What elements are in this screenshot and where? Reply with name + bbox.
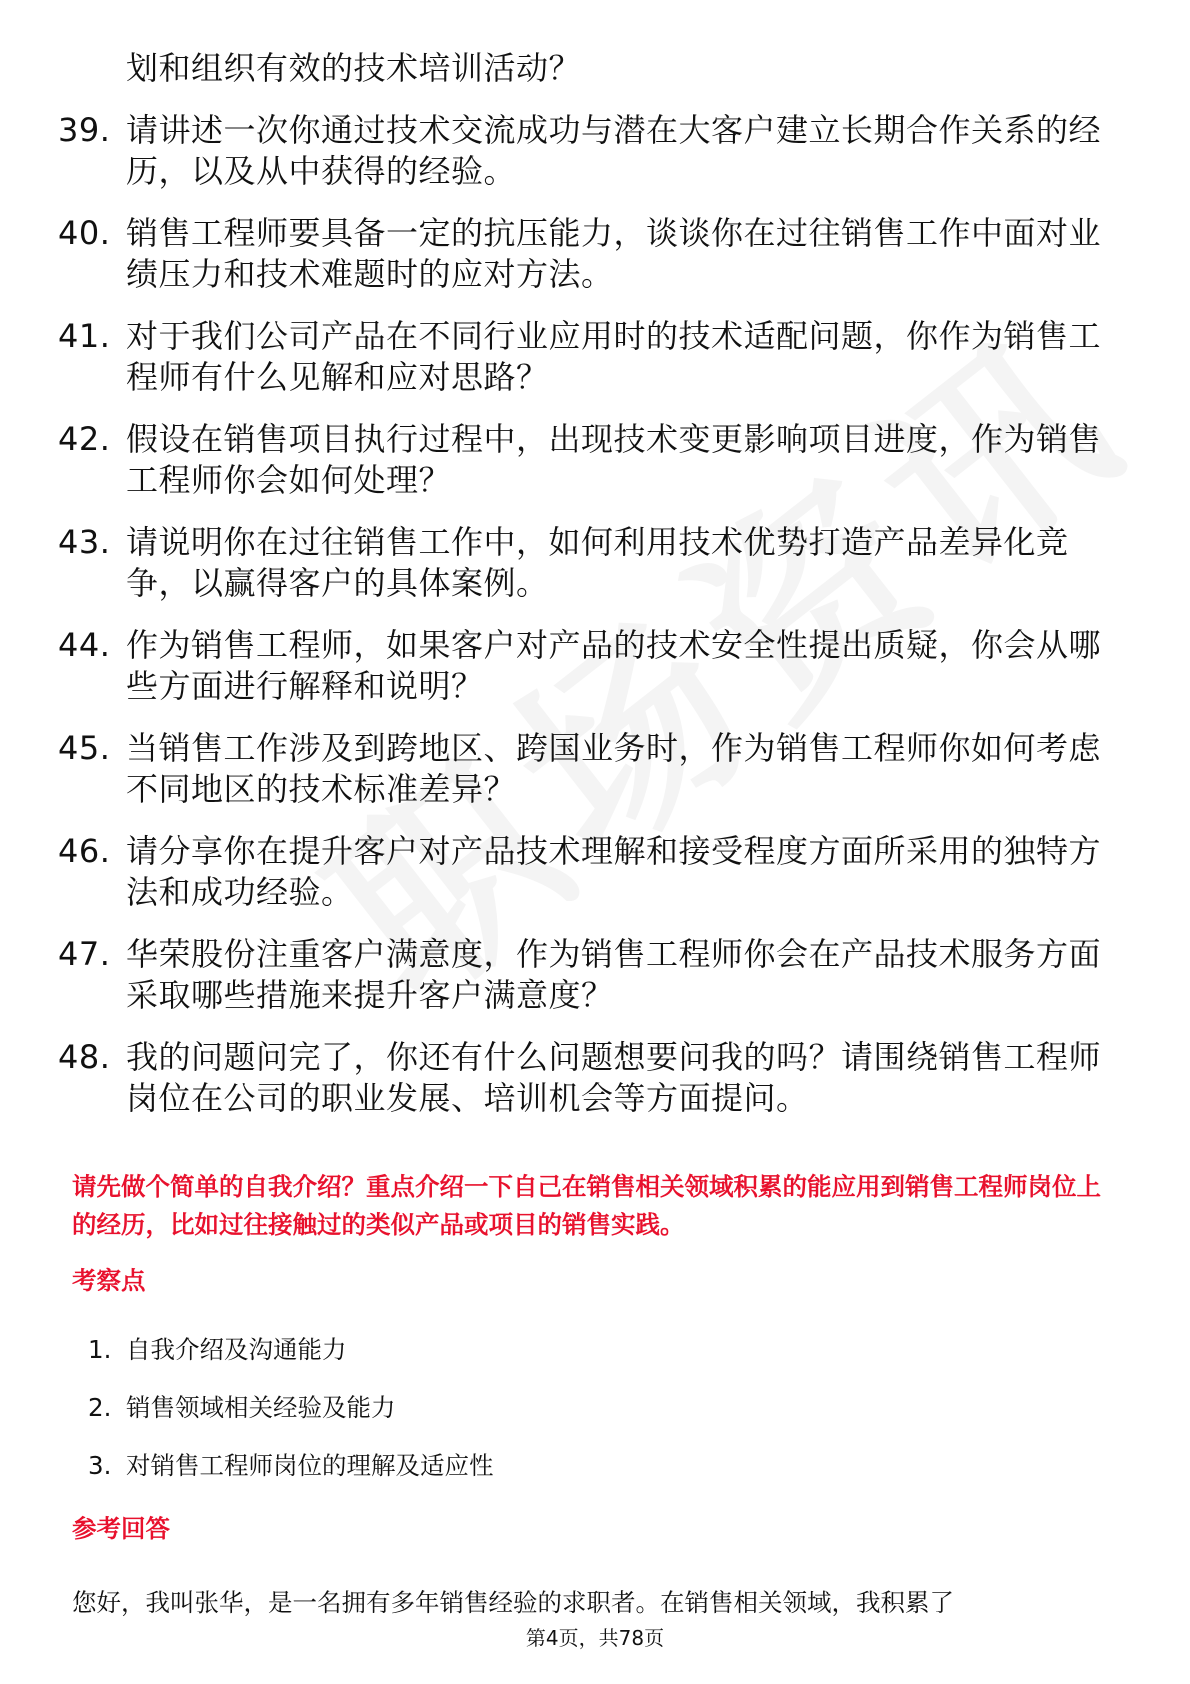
question-text: 我的问题问完了，你还有什么问题想要问我的吗？请围绕销售工程师岗位在公司的职业发展、培训机会等方面提问。 <box>126 1038 1102 1117</box>
question-number: 43. <box>58 523 111 561</box>
question-item <box>58 522 1118 604</box>
question-item <box>58 934 1118 1016</box>
question-item <box>58 728 1118 810</box>
question-item <box>58 1037 1118 1119</box>
point-text: 销售领域相关经验及能力 <box>126 1393 396 1422</box>
question-number: 40. <box>58 214 111 252</box>
question-text: 划和组织有效的技术培训活动？ <box>126 49 582 87</box>
question-list <box>58 48 1118 1140</box>
point-item <box>72 1393 494 1423</box>
question-text: 假设在销售项目执行过程中，出现技术变更影响项目进度，作为销售工程师你会如何处理？ <box>126 420 1102 499</box>
point-item <box>72 1335 494 1365</box>
question-number: 44. <box>58 626 111 664</box>
points-heading: 考察点 <box>72 1266 146 1295</box>
question-item <box>58 316 1118 398</box>
question-number: 42. <box>58 420 111 458</box>
point-text: 自我介绍及沟通能力 <box>126 1335 347 1364</box>
point-number: 1. <box>88 1335 112 1364</box>
question-text: 作为销售工程师，如果客户对产品的技术安全性提出质疑，你会从哪些方面进行解释和说明？ <box>126 626 1102 705</box>
page-footer: 第4页，共78页 <box>525 1626 665 1650</box>
question-text: 请分享你在提升客户对产品技术理解和接受程度方面所采用的独特方法和成功经验。 <box>126 832 1102 911</box>
answer-heading: 参考回答 <box>72 1514 170 1543</box>
question-item <box>58 110 1118 192</box>
question-text: 当销售工作涉及到跨地区、跨国业务时，作为销售工程师你如何考虑不同地区的技术标准差异？ <box>126 729 1102 808</box>
point-number: 3. <box>88 1451 112 1480</box>
point-text: 对销售工程师岗位的理解及适应性 <box>126 1451 494 1480</box>
question-item <box>58 48 1118 89</box>
question-number: 39. <box>58 111 111 149</box>
answer-text: 您好，我叫张华，是一名拥有多年销售经验的求职者。在销售相关领域，我积累了 <box>72 1588 954 1617</box>
question-number: 47. <box>58 935 111 973</box>
question-number: 41. <box>58 317 111 355</box>
question-number: 48. <box>58 1038 111 1076</box>
question-number: 46. <box>58 832 111 870</box>
points-list <box>72 1335 494 1509</box>
question-text: 销售工程师要具备一定的抗压能力，谈谈你在过往销售工作中面对业绩压力和技术难题时的应对方法。 <box>126 214 1102 293</box>
question-number: 45. <box>58 729 111 767</box>
question-text: 华荣股份注重客户满意度，作为销售工程师你会在产品技术服务方面采取哪些措施来提升客户满意度？ <box>126 935 1102 1014</box>
question-text: 请说明你在过往销售工作中，如何利用技术优势打造产品差异化竞争，以赢得客户的具体案例。 <box>126 523 1069 602</box>
question-text: 对于我们公司产品在不同行业应用时的技术适配问题，你作为销售工程师有什么见解和应对思路？ <box>126 317 1102 396</box>
point-item <box>72 1451 494 1481</box>
question-item <box>58 625 1118 707</box>
lead-question: 请先做个简单的自我介绍？重点介绍一下自己在销售相关领域积累的能应用到销售工程师岗位上的经历，比如过往接触过的类似产品或项目的销售实践。 <box>72 1172 1101 1239</box>
question-text: 请讲述一次你通过技术交流成功与潜在大客户建立长期合作关系的经历，以及从中获得的经验。 <box>126 111 1102 190</box>
question-item <box>58 213 1118 295</box>
question-item <box>58 419 1118 501</box>
point-number: 2. <box>88 1393 112 1422</box>
question-item <box>58 831 1118 913</box>
